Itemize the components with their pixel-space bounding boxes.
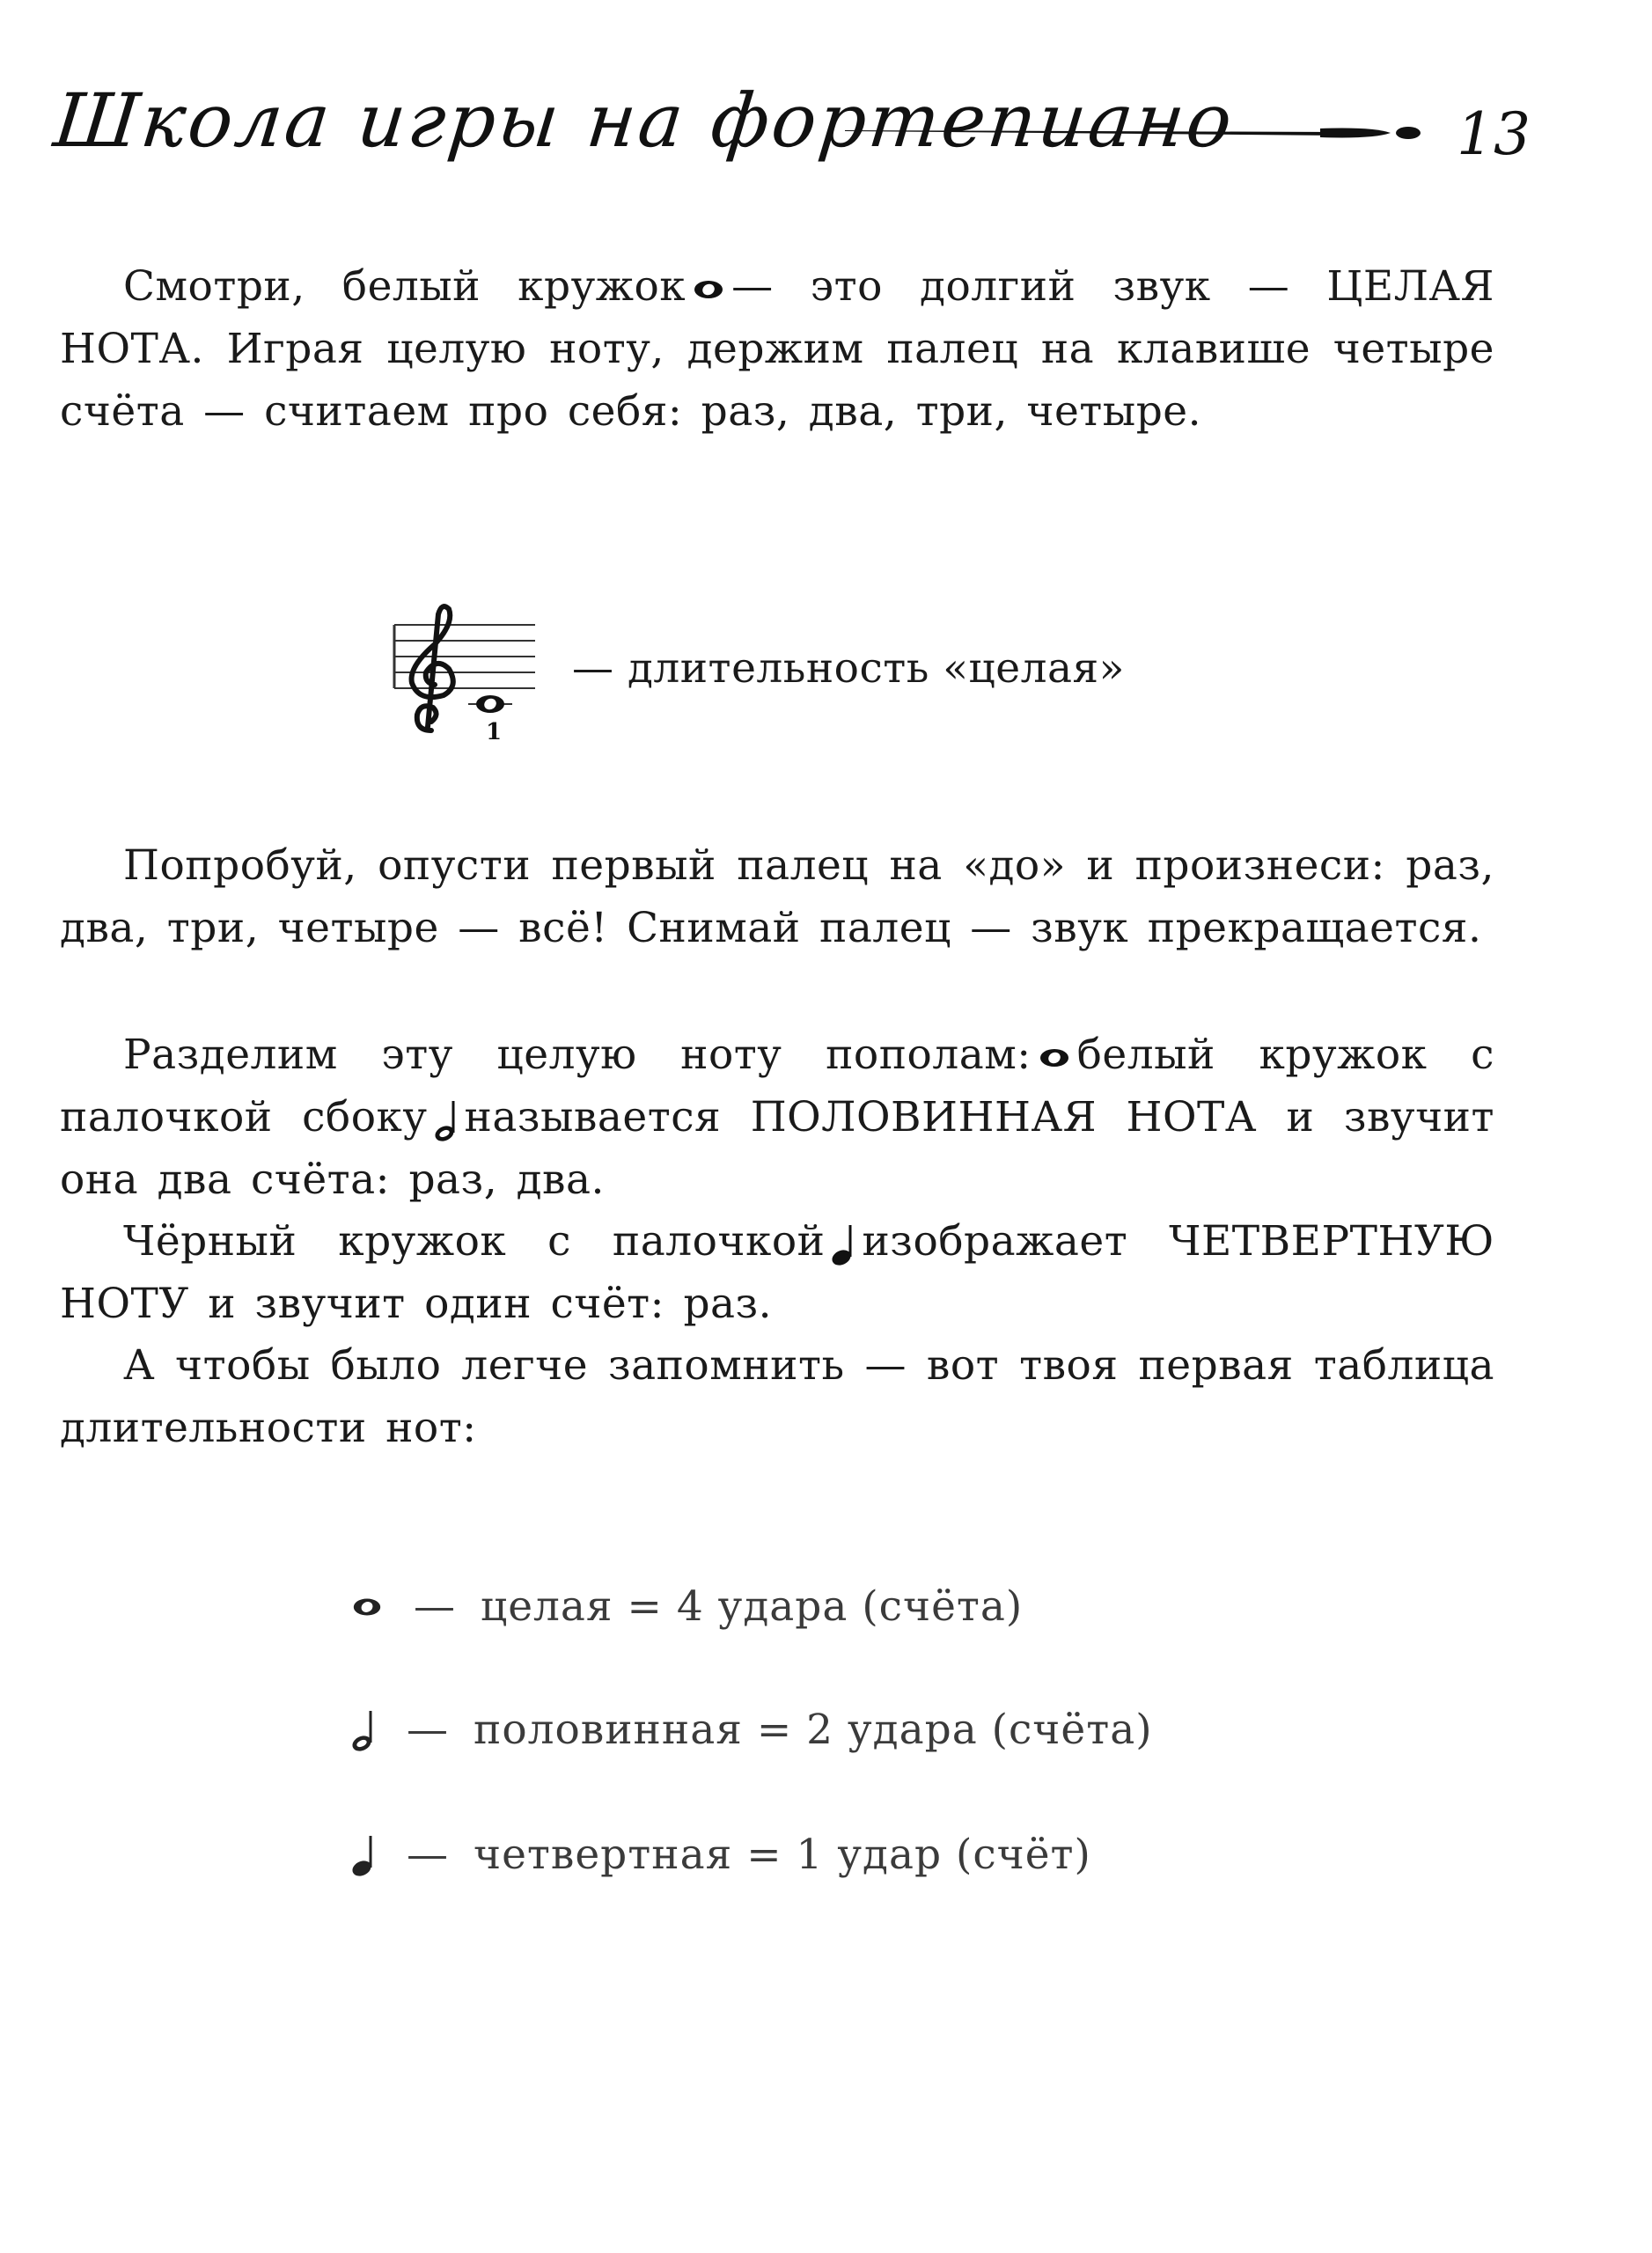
paragraph-text: Разделим эту целую ноту пополам: [123,1031,1032,1079]
quarter-note-icon [830,1222,856,1267]
duration-text: целая = 4 удара (счёта) [481,1582,1024,1631]
page-number: 13 [1457,100,1531,168]
whole-note-icon [476,695,504,713]
paragraph-text: А чтобы было легче запомнить — вот твоя первая таблица длительности нот: [60,1341,1494,1452]
duration-text: четвертная = 1 удар (счёт) [474,1831,1091,1879]
finger-number: 1 [486,719,503,745]
duration-row-quarter [345,1831,1091,1879]
paragraph-try-it [60,834,1494,959]
duration-row-whole [345,1582,1023,1631]
staff-whole-note-example [385,598,544,757]
whole-note-icon [691,279,726,300]
paragraph-table-intro [60,1334,1494,1459]
paragraph-text: Смотри, белый кружок [123,262,686,311]
staff-lines [394,625,535,688]
paragraph-text: — это долгий звук — ЦЕЛАЯ НОТА. Играя целую ноту, держим палец на клавише четыре счёта — считаем про себя: раз, два, три, четыре. [60,262,1494,436]
whole-note-icon [1037,1047,1072,1068]
duration-dash: — [407,1831,449,1879]
paragraph-text: Чёрный кружок с палочкой [123,1217,826,1266]
half-note-icon [433,1097,459,1143]
duration-dash: — [407,1706,449,1754]
header-decorative-rule [845,120,1443,146]
paragraph-quarter-note [60,1210,1494,1335]
half-note-icon [350,1707,377,1753]
paragraph-text: называется ПОЛОВИННАЯ НОТА и звучит она два счёта: раз, два. [60,1093,1494,1204]
duration-dash: — [414,1582,456,1631]
staff-caption: — длительность «целая» [572,644,1125,693]
whole-note-icon [350,1596,384,1618]
running-header-title: Школа игры на фортепиано [49,77,1239,164]
duration-row-half [345,1706,1153,1754]
quarter-note-icon [350,1832,377,1878]
paragraph-text: изображает ЧЕТВЕРТНУЮ НОТУ и звучит один счёт: раз. [60,1217,1494,1328]
paragraph-text: белый кружок с палочкой сбоку [60,1031,1494,1141]
duration-text: половинная = 2 удара (счёта) [474,1706,1153,1754]
paragraph-half-note [60,1024,1494,1211]
paragraph-whole-note [60,255,1494,443]
paragraph-text: Попробуй, опусти первый палец на «до» и произнеси: раз, два, три, четыре — всё! Снимай палец — звук прекращается. [60,841,1494,952]
